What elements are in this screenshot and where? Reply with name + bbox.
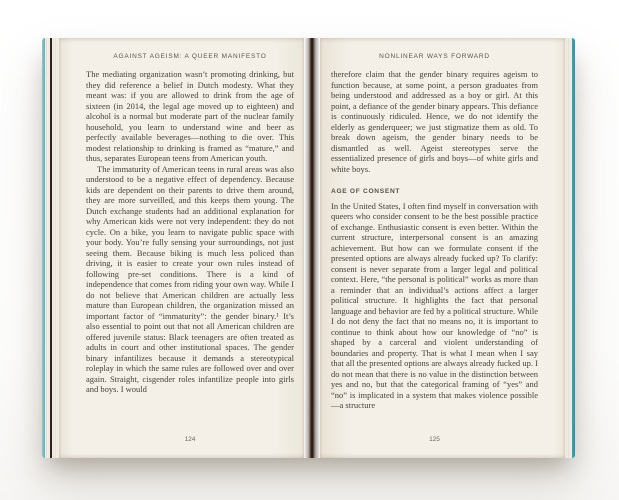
page-stack-edge <box>565 38 572 458</box>
body-paragraph: The immaturity of American teens in rural areas was also understood to be a negative effect of dependency. Because kids are dependent on their parents to drive them around, they are more surveilled, and this keeps them young. The Dutch exchange students had an additional explanation for why American kids were not very independent: they do not cycle. On a bike, you learn to navigate public space with your body. You’re fully sensing your surroundings, not just seeing them. Because biking is much less policed than driving, it is easier to create your own rules instead of following pre-set conditions. There is a kind of independence that comes from riding your own way. While I do not believe that American children are actually less mature than European children, the organization missed an important factor of “immaturity”: the gender binary.¹ It’s also essential to point out that not all American children are offered juvenile status: Black teenagers are often treated as adults in court and other institutional spaces. The gender binary infantilizes because it demands a stereotypical roleplay in which the same rules are followed over and over again. Straight, cisgender roles infantilize people into girls and boys. I would <box>86 163 294 394</box>
cover-edge-right <box>572 38 575 458</box>
section-subheading: AGE OF CONSENT <box>331 188 401 195</box>
page-number-left: 124 <box>184 436 196 443</box>
book <box>42 38 575 458</box>
body-paragraph: The mediating organization wasn’t promoting drinking, but they did reference a belief in Dutch modesty. What they meant was: if you are allowed to drink from the age of sixteen (in 2014, the legal age moved up to eighteen) and alcohol is a normal but moderate part of the nuclear family household, you learn to understand wine and beer as perfectly available beverages—nothing to die over. This modest relationship to drinking is framed as “mature,” and thus, separates European teens from American youth. <box>86 69 294 163</box>
left-page-body <box>59 69 304 421</box>
running-head-left: AGAINST AGEISM: A QUEER MANIFESTO <box>113 53 267 60</box>
page-number-right: 125 <box>429 436 440 443</box>
running-head-right: NONLINEAR WAYS FORWARD <box>379 53 490 60</box>
book-spine-gutter <box>304 38 320 458</box>
body-paragraph: In the United States, I often find myself in conversation with queers who consider consent to be the best possible practice of exchange. Enthusiastic consent is even better. Within the current structure, interpersonal consent is an amazing achievement. But how can we formulate consent if the presented options are always already fucked up? To clarify: consent is never separate from a larger legal and political context. Here, “the personal is political” works as more than a reminder that an individual’s actions affect a larger political structure. It highlights the fact that personal language and behavior are fed by a political structure. While I do not deny the fact that no means no, it is important to continue to think about how our knowledge of “no” is shaped by a carceral and violent understanding of boundaries and property. That is what I mean when I say that all the presented options are always already fucked up. I do not mean that there is no value in the distinction between yes and no, but that the categorical framing of “yes” and “no” is implicated in a system that makes violence possible—a structure <box>331 200 538 410</box>
page-edges-left <box>42 38 59 458</box>
left-page <box>59 38 304 458</box>
body-paragraph: therefore claim that the gender binary requires ageism to function because, at some point, a person graduates from being understood and addressed as a boy or girl. At this point, a defiance of the gender binary appears. This defiance is continuously ridiculed. Hence, we do not identify the elderly as genderqueer; we just stigmatize them as old. To break down ageism, the gender binary needs to be dismantled as well. Ageist stereotypes serve the essentialized presence of girls and boys—of white girls and white boys. <box>331 69 538 174</box>
page-edges-right <box>565 38 575 458</box>
page-stack-edge <box>52 38 59 458</box>
right-page <box>320 38 565 458</box>
right-page-body <box>320 69 565 421</box>
